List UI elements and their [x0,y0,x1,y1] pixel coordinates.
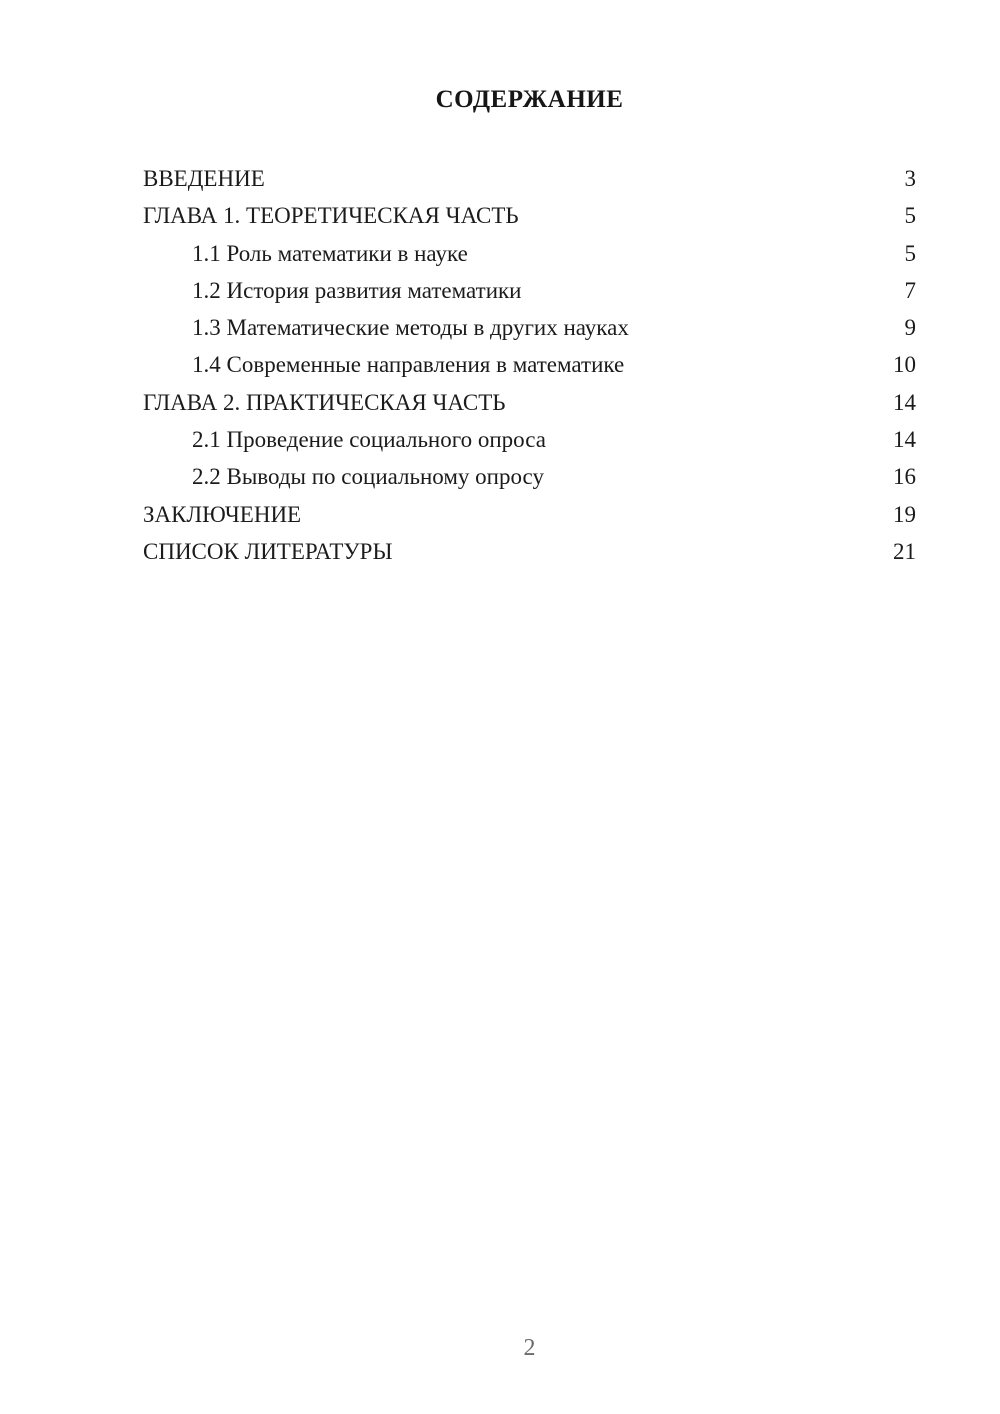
toc-entry-label: 1.3 Математические методы в других науках [192,315,629,341]
toc-entry [143,496,916,533]
toc-entry-label: 1.4 Современные направления в математике [192,352,625,378]
toc-entry-label: ЗАКЛЮЧЕНИЕ [143,501,302,527]
toc-entry-label: ГЛАВА 2. ПРАКТИЧЕСКАЯ ЧАСТЬ [143,389,506,415]
toc-entry-page-number: 14 [893,427,916,453]
toc-entry [143,533,916,570]
toc-entry [143,160,916,197]
toc-entry-page-number: 9 [904,315,916,341]
toc-entry-page-number: 5 [904,240,916,266]
toc-entry-page-number: 14 [893,389,916,415]
toc-entry [143,272,916,309]
toc-entry-page-number: 3 [904,166,916,191]
toc-entry-label: 2.1 Проведение социального опроса [192,427,546,453]
toc-entry-page-number: 21 [893,538,916,564]
toc-entry-label: 1.2 История развития математики [192,277,522,303]
toc-entry-label: ГЛАВА 1. ТЕОРЕТИЧЕСКАЯ ЧАСТЬ [143,203,519,229]
page-number-footer: 2 [523,1335,536,1361]
toc-entry [143,458,916,495]
toc-entry [143,197,916,234]
page-content [0,0,1000,570]
toc-entry-page-number: 19 [893,501,916,527]
toc-entry [143,235,916,272]
toc-entry-label: 1.1 Роль математики в науке [192,240,468,266]
toc-entry-label: 2.2 Выводы по социальному опросу [192,464,544,490]
toc-entry-page-number: 5 [904,203,916,229]
toc-entry [143,346,916,383]
toc-entry-page-number: 7 [904,277,916,303]
toc-entry-label: ВВЕДЕНИЕ [143,166,265,191]
toc-entry-page-number: 16 [893,464,916,490]
toc-entry [143,421,916,458]
toc-entry [143,309,916,346]
toc-entry-label: СПИСОК ЛИТЕРАТУРЫ [143,538,393,564]
table-of-contents [143,160,916,570]
toc-entry-page-number: 10 [893,352,916,378]
toc-entry [143,384,916,421]
page-title: СОДЕРЖАНИЕ [435,86,624,113]
